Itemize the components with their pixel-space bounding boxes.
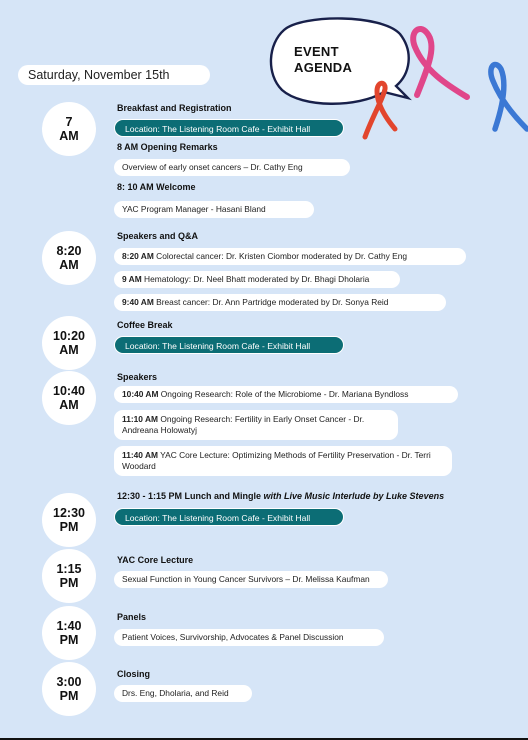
coffee-heading: Coffee Break — [117, 320, 173, 330]
awareness-ribbons — [355, 25, 528, 145]
time-7am: 7 AM — [42, 102, 96, 156]
title-line-2: AGENDA — [294, 60, 353, 75]
location-pill: Location: The Listening Room Cafe - Exhibit Hall — [114, 508, 344, 526]
speaker-item-1040: 10:40 AM Ongoing Research: Role of the Microbiome - Dr. Mariana Byndloss — [114, 386, 458, 403]
speaker-item-1110: 11:10 AM Ongoing Research: Fertility in Early Onset Cancer - Dr. Andreana Holowatyj — [114, 410, 398, 440]
blue-ribbon — [491, 65, 527, 129]
lecture-item: Sexual Function in Young Cancer Survivors – Dr. Melissa Kaufman — [114, 571, 388, 588]
lunch-heading: 12:30 - 1:15 PM Lunch and Mingle with Live Music Interlude by Luke Stevens — [117, 491, 445, 501]
closing-heading: Closing — [117, 669, 150, 679]
breakfast-heading: Breakfast and Registration — [117, 103, 232, 113]
lecture-heading: YAC Core Lecture — [117, 555, 194, 565]
closing-item: Drs. Eng, Dholaria, and Reid — [114, 685, 252, 702]
time-820am: 8:20 AM — [42, 231, 96, 285]
location-pill: Location: The Listening Room Cafe - Exhibit Hall — [114, 119, 344, 137]
red-ribbon — [365, 83, 395, 137]
opening-heading: 8 AM Opening Remarks — [117, 142, 218, 152]
time-115pm: 1:15 PM — [42, 549, 96, 603]
speaker-item-1140: 11:40 AM YAC Core Lecture: Optimizing Methods of Fertility Preservation - Dr. Terri Woodard — [114, 446, 452, 476]
welcome-item: YAC Program Manager - Hasani Bland — [114, 201, 314, 218]
title-line-1: EVENT — [294, 44, 339, 59]
event-date: Saturday, November 15th — [18, 65, 210, 85]
pink-ribbon — [413, 29, 467, 97]
time-140pm: 1:40 PM — [42, 606, 96, 660]
speaker-item-820: 8:20 AM Colorectal cancer: Dr. Kristen Ciombor moderated by Dr. Cathy Eng — [114, 248, 466, 265]
welcome-heading: 8: 10 AM Welcome — [117, 182, 196, 192]
time-1040am: 10:40 AM — [42, 371, 96, 425]
panels-heading: Panels — [117, 612, 147, 622]
speakers-qa-heading: Speakers and Q&A — [117, 231, 199, 241]
time-1020am: 10:20 AM — [42, 316, 96, 370]
speaker-item-9: 9 AM Hematology: Dr. Neel Bhatt moderated by Dr. Bhagi Dholaria — [114, 271, 400, 288]
speakers-heading: Speakers — [117, 372, 158, 382]
speaker-item-940: 9:40 AM Breast cancer: Dr. Ann Partridge moderated by Dr. Sonya Reid — [114, 294, 446, 311]
time-300pm: 3:00 PM — [42, 662, 96, 716]
opening-item: Overview of early onset cancers – Dr. Cathy Eng — [114, 159, 350, 176]
agenda-title — [294, 44, 352, 76]
location-pill: Location: The Listening Room Cafe - Exhibit Hall — [114, 336, 344, 354]
time-1230pm: 12:30 PM — [42, 493, 96, 547]
panels-item: Patient Voices, Survivorship, Advocates & Panel Discussion — [114, 629, 384, 646]
